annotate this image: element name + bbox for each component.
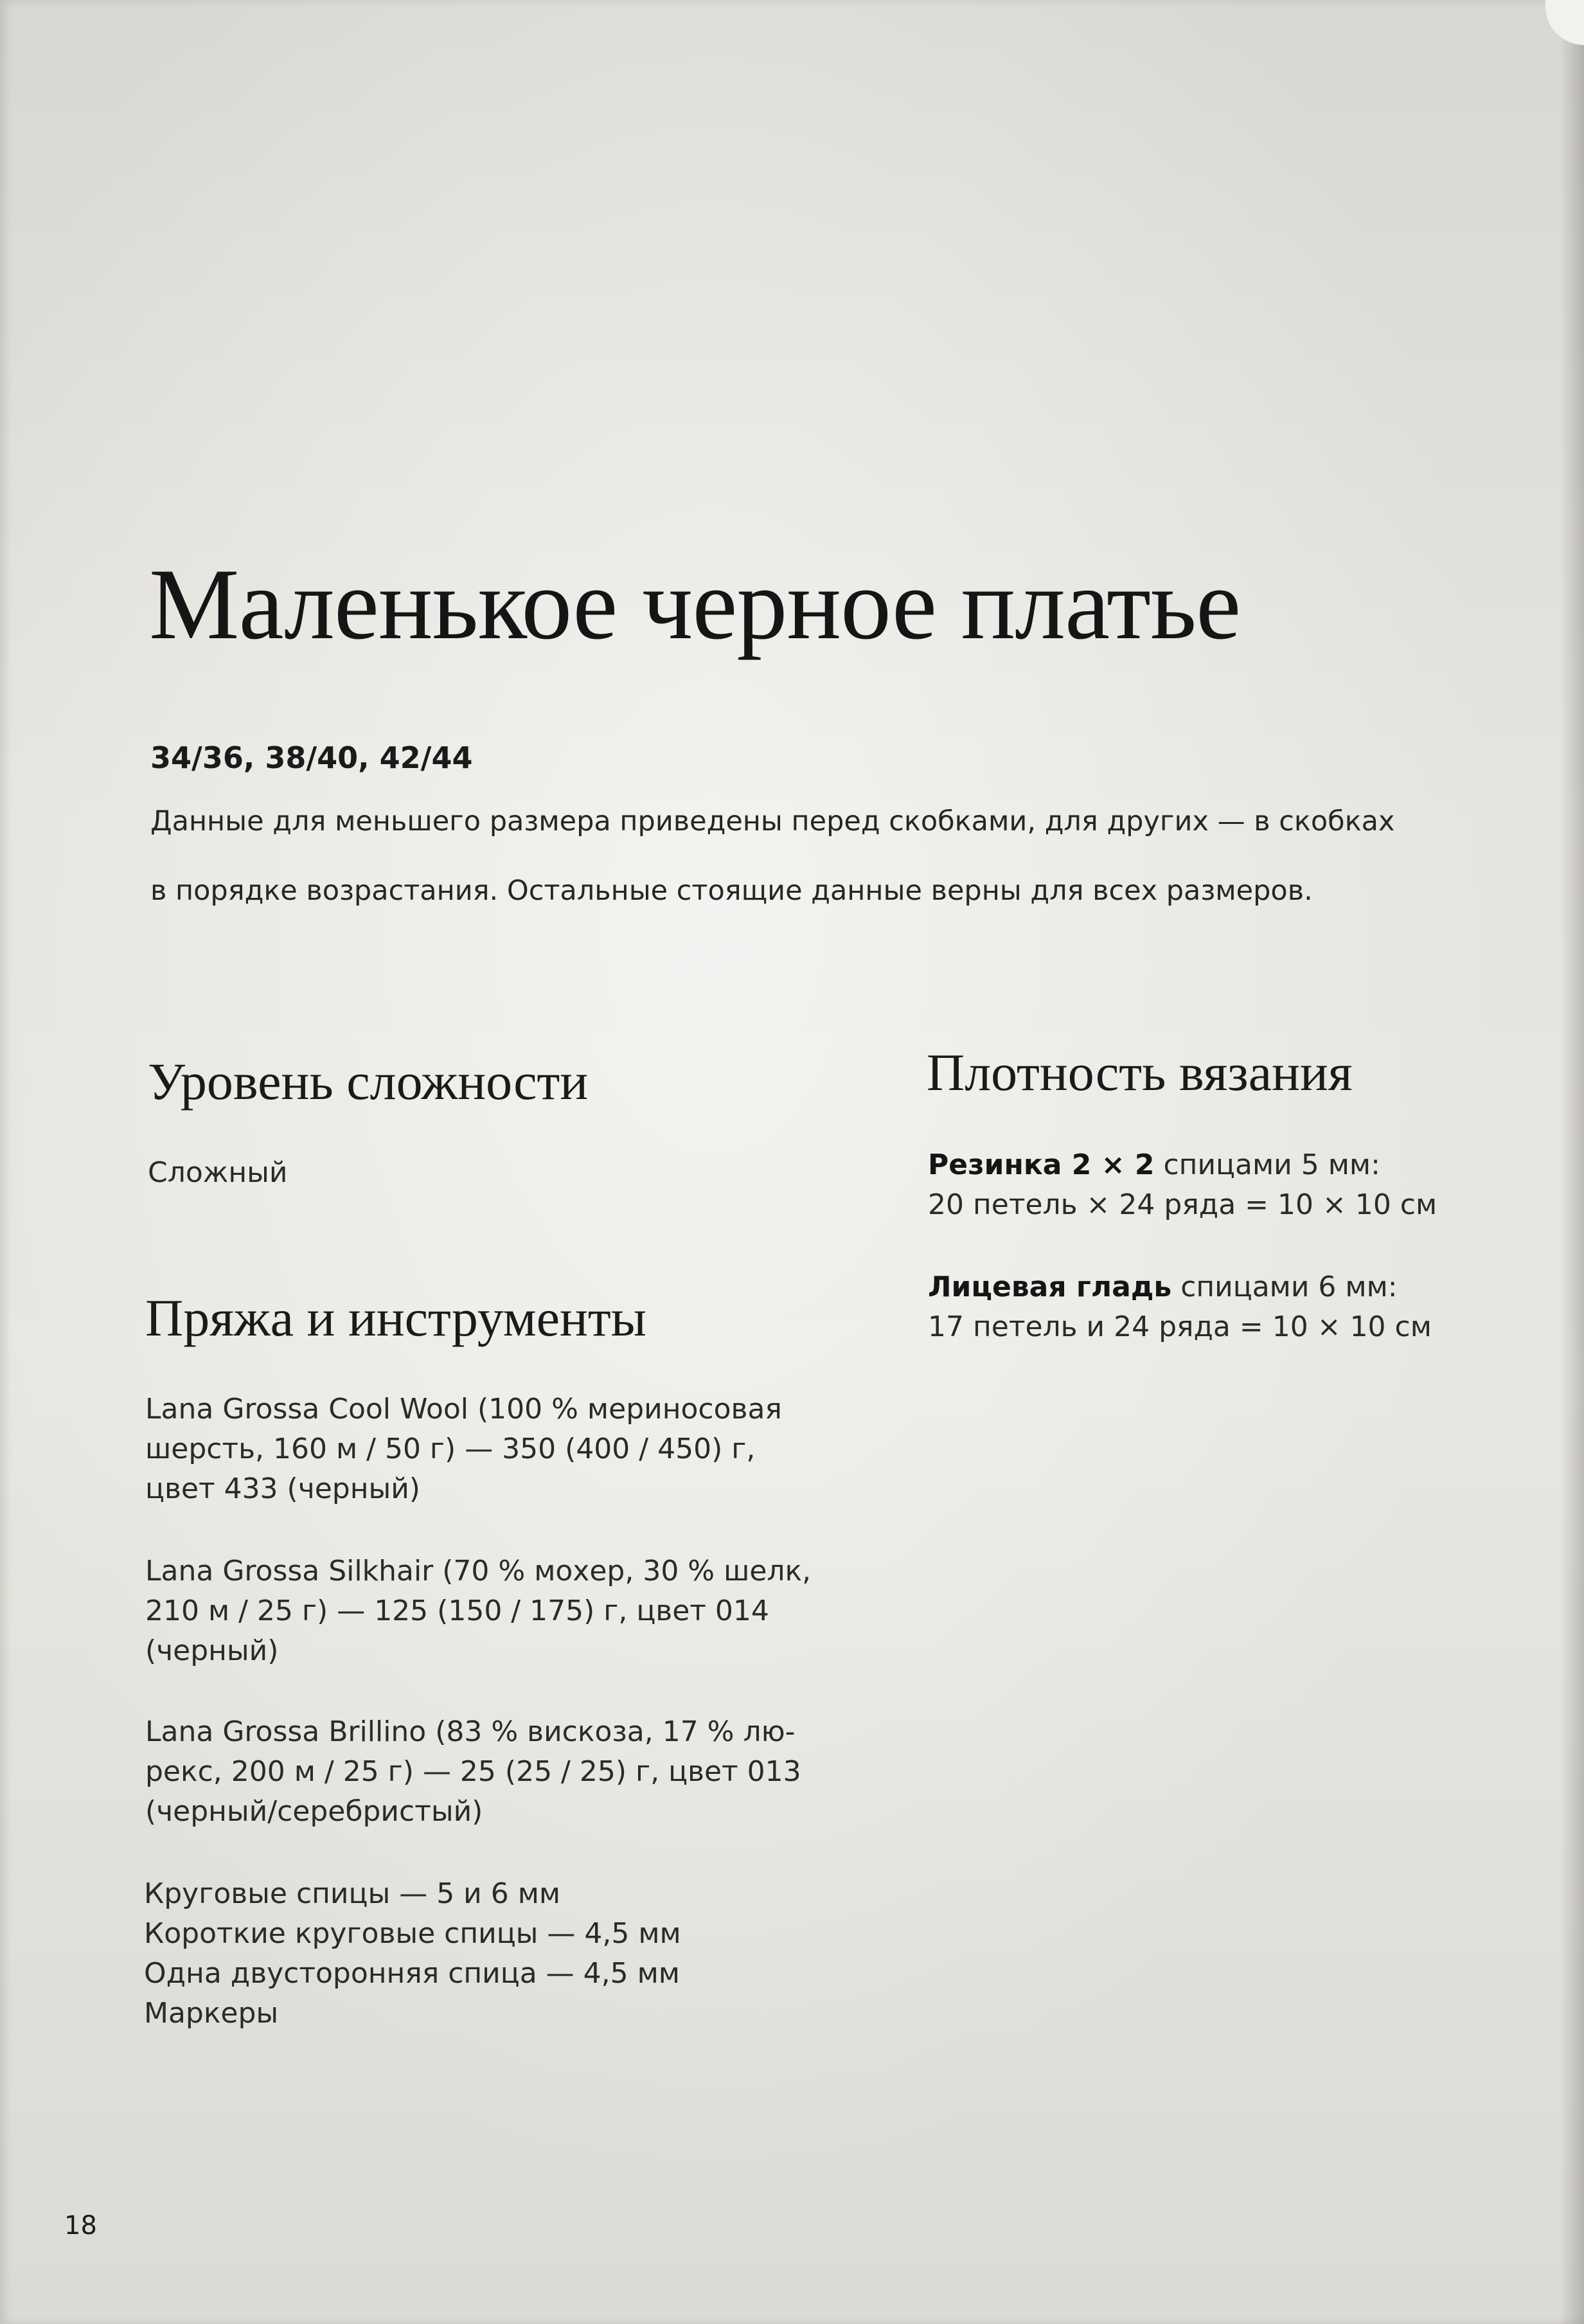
tool-item: Короткие круговые спицы — 4,5 мм <box>144 1917 681 1950</box>
page-title: Маленькое черное платье <box>149 548 1241 661</box>
yarn-block <box>145 1390 782 1509</box>
gauge-pattern-name: Лицевая гладь <box>928 1271 1172 1303</box>
gauge-pattern-name: Резинка 2 × 2 <box>928 1149 1155 1181</box>
gauge-line <box>928 1267 1432 1307</box>
page-edge-shadow <box>1560 0 1584 2324</box>
sizes-label: 34/36, 38/40, 42/44 <box>150 740 473 775</box>
yarn-line: (черный) <box>145 1634 279 1667</box>
difficulty-value-text: Сложный <box>148 1156 288 1189</box>
intro-line: в порядке возрастания. Остальные стоящие данные верны для всех размеров. <box>150 875 1313 907</box>
gauge-item <box>928 1267 1432 1347</box>
page-corner <box>1545 0 1584 45</box>
gauge-line <box>928 1145 1437 1185</box>
yarn-block <box>145 1551 811 1671</box>
yarn-line: цвет 433 (черный) <box>145 1472 420 1505</box>
gauge-needles: спицами 5 мм: <box>1154 1149 1380 1181</box>
page-number: 18 <box>64 2211 97 2240</box>
gauge-stitches: 17 петель и 24 ряда = 10 × 10 см <box>928 1310 1432 1343</box>
tools-list <box>144 1874 681 2034</box>
gauge-needles: спицами 6 мм: <box>1171 1271 1398 1303</box>
materials-heading: Пряжа и инструменты <box>145 1289 646 1347</box>
difficulty-value <box>148 1153 288 1193</box>
gauge-stitches: 20 петель × 24 ряда = 10 × 10 см <box>928 1188 1437 1221</box>
tool-item: Маркеры <box>144 1997 279 2030</box>
intro-paragraph <box>150 787 1532 925</box>
yarn-line: 210 м / 25 г) — 125 (150 / 175) г, цвет 014 <box>145 1595 769 1627</box>
yarn-line: рекс, 200 м / 25 г) — 25 (25 / 25) г, цвет 013 <box>145 1755 801 1788</box>
yarn-line: шерсть, 160 м / 50 г) — 350 (400 / 450) г, <box>145 1433 756 1465</box>
yarn-line: Lana Grossa Brillino (83 % вискоза, 17 % лю- <box>145 1715 796 1748</box>
intro-line: Данные для меньшего размера приведены перед скобками, для других — в скобках <box>150 805 1395 837</box>
yarn-line: (черный/серебристый) <box>145 1795 483 1828</box>
gauge-heading: Плотность вязания <box>927 1043 1353 1102</box>
tool-item: Одна двусторонняя спица — 4,5 мм <box>144 1957 681 1990</box>
difficulty-heading: Уровень сложности <box>148 1052 589 1111</box>
yarn-block <box>145 1712 801 1832</box>
tool-item: Круговые спицы — 5 и 6 мм <box>144 1877 561 1910</box>
yarn-line: Lana Grossa Silkhair (70 % мохер, 30 % шелк, <box>145 1555 812 1587</box>
gauge-item <box>928 1145 1437 1225</box>
yarn-line: Lana Grossa Cool Wool (100 % мериносовая <box>145 1393 782 1426</box>
